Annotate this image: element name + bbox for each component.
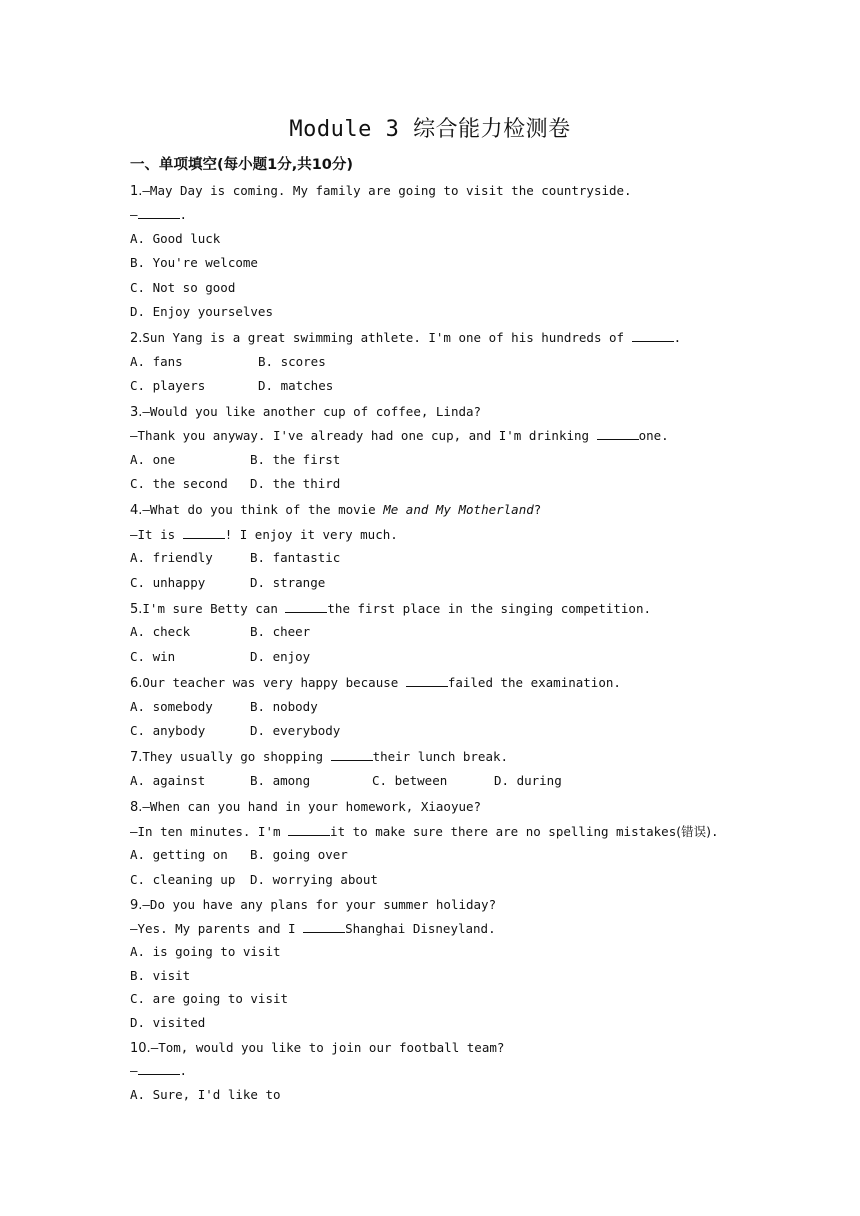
option-d: D. everybody: [250, 723, 341, 738]
option-a: A. Good luck: [130, 231, 221, 246]
option-d: D. matches: [258, 378, 334, 393]
question-6: 6.Our teacher was very happy because failed the examination.: [130, 675, 621, 691]
question-4: 4.—What do you think of the movie Me and My Motherland?: [130, 502, 542, 518]
option-a: A. against: [130, 773, 206, 788]
option-a: A. getting on: [130, 847, 228, 862]
option-a: A. check: [130, 624, 191, 639]
option-b: B. going over: [250, 847, 348, 862]
chinese-gloss: (错误): [676, 824, 711, 839]
section-heading: 一、单项填空(每小题1分,共10分): [130, 157, 354, 173]
answer-blank: [632, 329, 674, 342]
question-8: 8.—When can you hand in your homework, Xiaoyue?: [130, 799, 482, 815]
question-2: 2.Sun Yang is a great swimming athlete. I'm one of his hundreds of .: [130, 330, 682, 346]
option-a: A. is going to visit: [130, 944, 281, 959]
option-b: B. visit: [130, 968, 191, 983]
option-a: A. friendly: [130, 550, 213, 565]
option-c: C. the second: [130, 476, 228, 491]
question-5: 5.I'm sure Betty can the first place in the singing competition.: [130, 601, 652, 617]
answer-blank: [138, 1062, 180, 1075]
option-d: D. worrying about: [250, 872, 378, 887]
question-number: 2.: [130, 331, 143, 346]
option-d: D. the third: [250, 476, 341, 491]
answer-blank: [331, 748, 373, 761]
question-9: 9.—Do you have any plans for your summer holiday?: [130, 897, 497, 913]
option-b: B. scores: [258, 354, 326, 369]
option-d: D. visited: [130, 1015, 206, 1030]
option-c: C. win: [130, 649, 176, 664]
question-9-reply: —Yes. My parents and I Shanghai Disneyland.: [130, 921, 496, 936]
option-c: C. Not so good: [130, 280, 236, 295]
answer-blank: [183, 526, 225, 539]
question-3: [130, 403, 481, 422]
option-c: C. between: [372, 773, 448, 788]
question-number: 10.: [130, 1041, 151, 1056]
option-c: C. cleaning up: [130, 872, 236, 887]
option-b: B. among: [250, 773, 311, 788]
question-1-reply: — .: [130, 207, 188, 222]
question-10-reply: — .: [130, 1063, 188, 1078]
answer-blank: [303, 920, 345, 933]
question-number: 4.: [130, 503, 143, 518]
question-number: 5.: [130, 602, 143, 617]
question-number: 1.: [130, 184, 143, 199]
question-stem: —May Day is coming. My family are going to visit the countryside.: [142, 183, 632, 198]
option-b: B. the first: [250, 452, 341, 467]
question-10: 10.—Tom, would you like to join our football team?: [130, 1040, 505, 1056]
question-3-reply: —Thank you anyway. I've already had one cup, and I'm drinking one.: [130, 428, 669, 443]
question-7: 7.They usually go shopping their lunch break.: [130, 749, 509, 765]
option-b: B. You're welcome: [130, 255, 258, 270]
option-d: D. Enjoy yourselves: [130, 304, 273, 319]
option-a: A. Sure, I'd like to: [130, 1087, 281, 1102]
question-number: 7.: [130, 750, 143, 765]
answer-blank: [138, 206, 180, 219]
option-d: D. enjoy: [250, 649, 311, 664]
page-title: Module 3 综合能力检测卷: [289, 117, 571, 142]
question-stem: —Would you like another cup of coffee, Linda?: [142, 404, 482, 419]
question-number: 6.: [130, 676, 143, 691]
question-number: 8.: [130, 800, 143, 815]
option-a: A. one: [130, 452, 176, 467]
option-d: D. strange: [250, 575, 326, 590]
question-1: [130, 182, 632, 201]
question-8-reply: —In ten minutes. I'm it to make sure there are no spelling mistakes(错误).: [130, 824, 719, 839]
option-b: B. cheer: [250, 624, 311, 639]
option-c: C. anybody: [130, 723, 206, 738]
question-4-reply: —It is ! I enjoy it very much.: [130, 527, 398, 542]
option-a: A. fans: [130, 354, 183, 369]
option-d: D. during: [494, 773, 562, 788]
option-c: C. unhappy: [130, 575, 206, 590]
answer-blank: [288, 823, 330, 836]
option-c: C. are going to visit: [130, 991, 289, 1006]
option-a: A. somebody: [130, 699, 213, 714]
question-stem: Sun Yang is a great swimming athlete. I'm one of his hundreds of: [142, 330, 632, 345]
option-b: B. fantastic: [250, 550, 341, 565]
question-number: 9.: [130, 898, 143, 913]
answer-blank: [597, 427, 639, 440]
movie-title: Me and My Motherland: [383, 502, 534, 517]
option-c: C. players: [130, 378, 206, 393]
answer-blank: [406, 674, 448, 687]
question-number: 3.: [130, 405, 143, 420]
answer-blank: [285, 600, 327, 613]
option-b: B. nobody: [250, 699, 318, 714]
